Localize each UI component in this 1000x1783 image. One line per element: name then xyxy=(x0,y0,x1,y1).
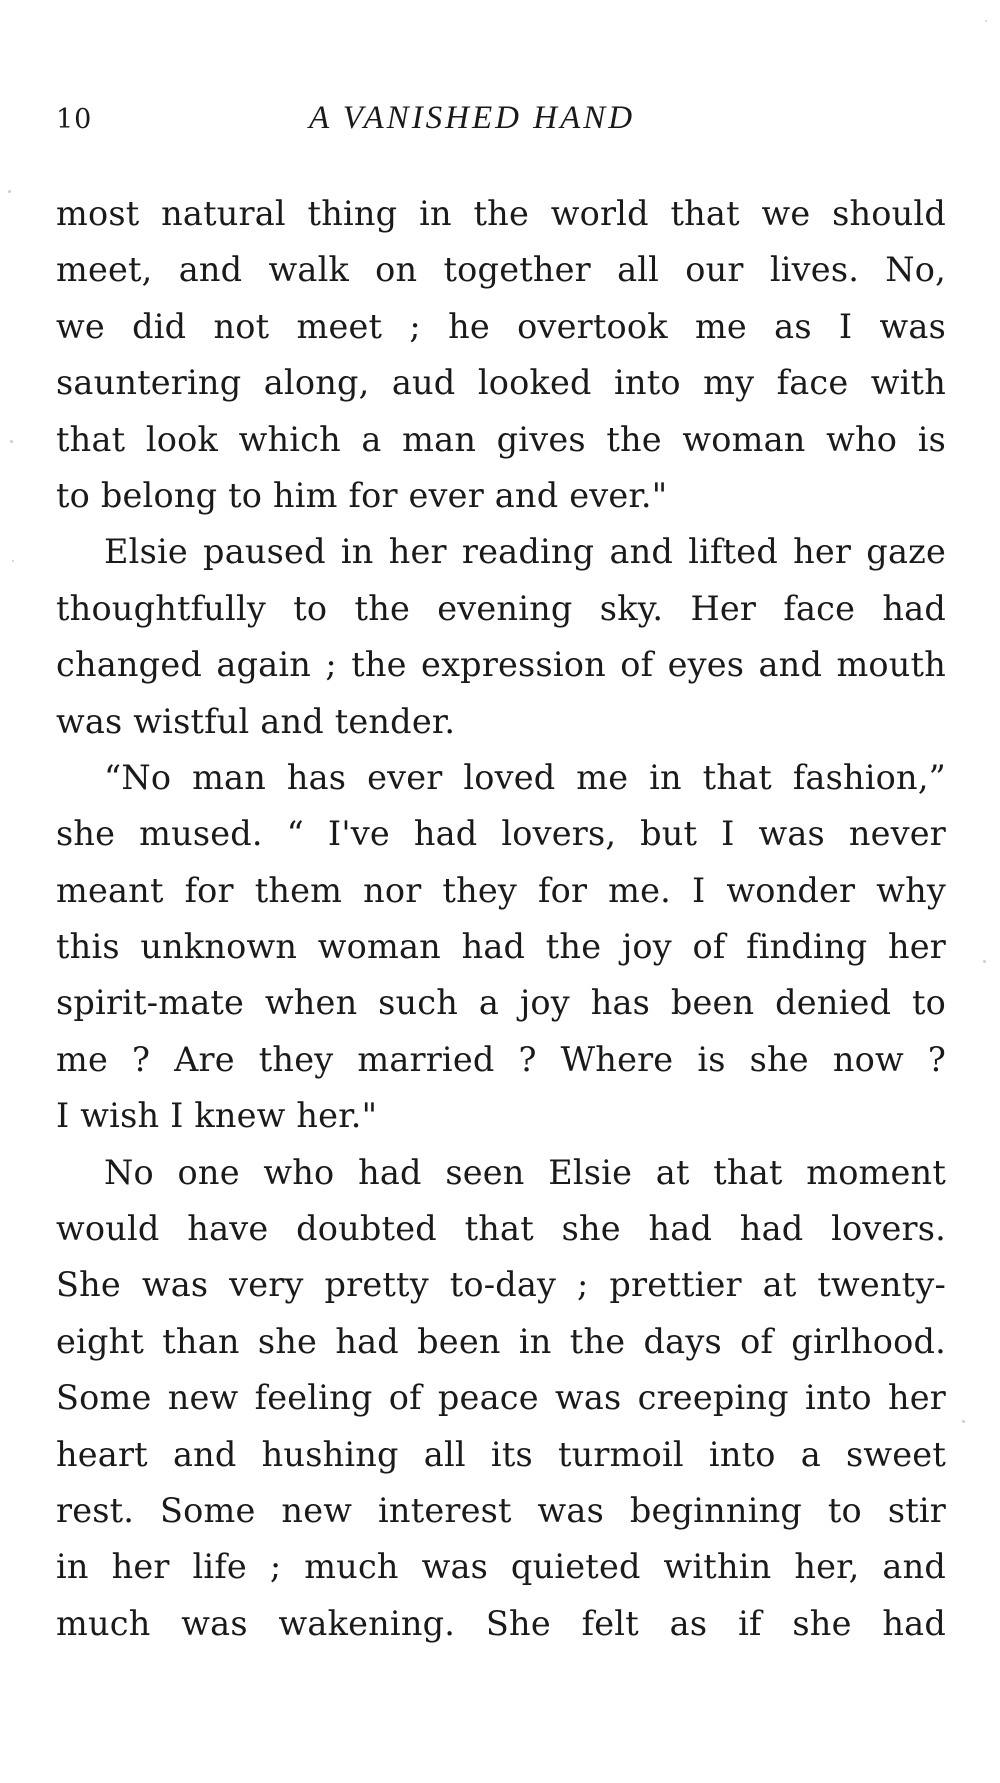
scan-speck xyxy=(12,560,14,562)
scan-speck xyxy=(8,190,11,193)
text-line: would have doubted that she had had lovers. xyxy=(56,1209,946,1249)
text-line: “No man has ever loved me in that fashion,” xyxy=(104,757,946,797)
text-line: that look which a man gives the woman who is xyxy=(56,419,946,459)
text-line: rest. Some new interest was beginning to stir xyxy=(56,1490,946,1530)
text-line: Elsie paused in her reading and lifted her gaze xyxy=(104,532,946,572)
text-line: she mused. “ I've had lovers, but I was never xyxy=(56,814,946,854)
text-line: meant for them nor they for me. I wonder why xyxy=(56,870,946,910)
body-text xyxy=(56,186,946,1652)
text-line: thoughtfully to the evening sky. Her face had xyxy=(56,588,946,628)
text-line: Some new feeling of peace was creeping into her xyxy=(56,1378,946,1418)
text-line: sauntering along, aud looked into my face with xyxy=(56,363,946,403)
text-line: much was wakening. She felt as if she had xyxy=(56,1603,946,1643)
running-head xyxy=(56,100,946,146)
text-line: She was very pretty to-day ; prettier at twenty- xyxy=(56,1265,946,1305)
page-number: 10 xyxy=(56,104,93,135)
text-line: we did not meet ; he overtook me as I was xyxy=(56,306,946,346)
scan-speck xyxy=(10,440,13,443)
running-title: A VANISHED HAND xyxy=(309,100,636,136)
text-line: I wish I knew her." xyxy=(56,1096,378,1136)
scan-speck xyxy=(983,960,986,963)
text-line: most natural thing in the world that we should xyxy=(56,194,946,233)
scan-speck xyxy=(985,20,987,22)
text-line: to belong to him for ever and ever." xyxy=(56,475,668,515)
text-line: this unknown woman had the joy of finding her xyxy=(56,927,946,967)
text-line: changed again ; the expression of eyes and mouth xyxy=(56,645,946,685)
scan-speck xyxy=(962,1420,965,1423)
text-line: spirit-mate when such a joy has been denied to xyxy=(56,983,946,1023)
text-line: in her life ; much was quieted within her, and xyxy=(56,1547,946,1587)
text-line: eight than she had been in the days of girlhood. xyxy=(56,1321,946,1361)
text-line: No one who had seen Elsie at that moment xyxy=(104,1152,946,1192)
text-line: was wistful and tender. xyxy=(56,701,456,741)
text-line: heart and hushing all its turmoil into a sweet xyxy=(56,1434,946,1474)
text-line: me ? Are they married ? Where is she now ? xyxy=(56,1039,946,1079)
text-line: meet, and walk on together all our lives. No, xyxy=(56,250,946,290)
